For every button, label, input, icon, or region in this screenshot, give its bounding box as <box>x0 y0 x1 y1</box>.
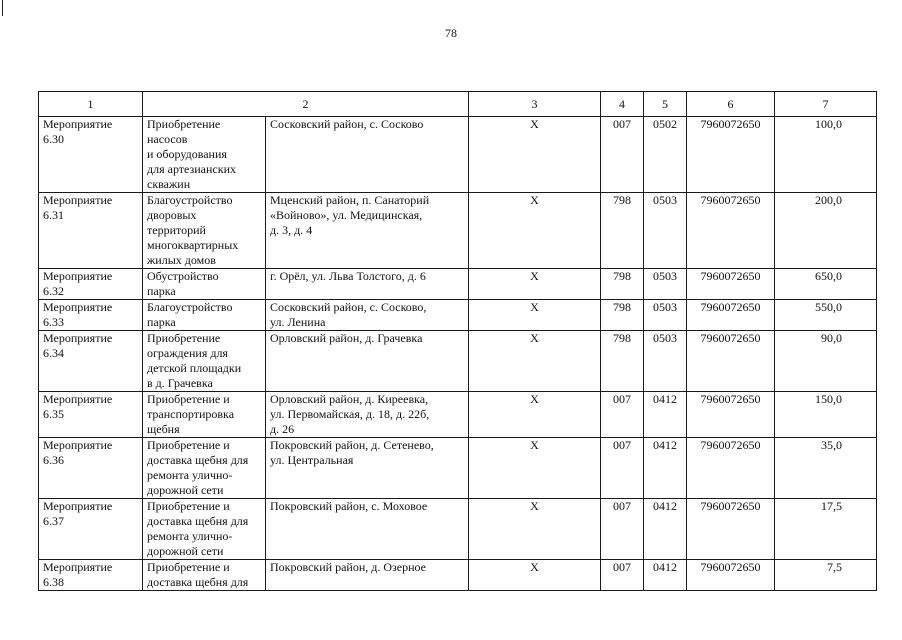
table-row <box>39 499 877 560</box>
location-cell <box>266 269 469 300</box>
location-cell-line: ул. Центральная <box>270 453 354 467</box>
col7-cell: 550,0 <box>775 300 877 331</box>
event-id-cell-line: 6.37 <box>43 514 64 528</box>
col3-cell: Х <box>469 560 601 591</box>
event-name-cell-line: дорожной сети <box>147 483 224 497</box>
event-id-cell-line: Мероприятие <box>43 331 113 345</box>
col7-cell: 100,0 <box>775 117 877 193</box>
event-id-cell-line: 6.33 <box>43 315 64 329</box>
location-cell-line: Покровский район, д. Озерное <box>270 560 426 574</box>
col4-cell: 798 <box>601 269 644 300</box>
location-cell-line: д. 3, д. 4 <box>270 223 313 237</box>
header-col-1: 1 <box>39 92 143 117</box>
event-name-cell-line: территорий <box>147 223 206 237</box>
col7-cell: 17,5 <box>775 499 877 560</box>
event-name-cell <box>143 117 266 193</box>
event-id-cell <box>39 438 143 499</box>
event-name-cell-line: транспортировка <box>147 407 235 421</box>
col6-cell: 7960072650 <box>687 392 775 438</box>
col7-cell: 200,0 <box>775 193 877 269</box>
col7-cell: 650,0 <box>775 269 877 300</box>
location-cell-line: ул. Ленина <box>270 315 326 329</box>
event-id-cell-line: 6.35 <box>43 407 64 421</box>
location-cell-line: д. 26 <box>270 422 295 436</box>
event-name-cell-line: многоквартирных <box>147 238 239 252</box>
event-id-cell-line: Мероприятие <box>43 193 113 207</box>
event-name-cell-line: дорожной сети <box>147 544 224 558</box>
col6-cell: 7960072650 <box>687 560 775 591</box>
event-name-cell-line: Благоустройство <box>147 300 233 314</box>
table-header-row <box>39 92 877 117</box>
event-name-cell-line: Приобретение и <box>147 560 230 574</box>
event-id-cell <box>39 499 143 560</box>
col3-cell: Х <box>469 331 601 392</box>
event-name-cell <box>143 300 266 331</box>
header-col-6: 6 <box>687 92 775 117</box>
event-name-cell <box>143 331 266 392</box>
location-cell-line: Покровский район, с. Моховое <box>270 499 428 513</box>
event-id-cell-line: Мероприятие <box>43 269 113 283</box>
col3-cell: Х <box>469 300 601 331</box>
col4-cell: 007 <box>601 438 644 499</box>
event-id-cell-line: 6.32 <box>43 284 64 298</box>
col6-cell: 7960072650 <box>687 499 775 560</box>
col3-cell: Х <box>469 499 601 560</box>
col4-cell: 007 <box>601 117 644 193</box>
col5-cell: 0412 <box>644 438 687 499</box>
event-id-cell-line: Мероприятие <box>43 117 113 131</box>
header-col-7: 7 <box>775 92 877 117</box>
location-cell <box>266 392 469 438</box>
event-name-cell <box>143 438 266 499</box>
col3-cell: Х <box>469 269 601 300</box>
col6-cell: 7960072650 <box>687 117 775 193</box>
table-row <box>39 117 877 193</box>
col5-cell: 0502 <box>644 117 687 193</box>
budget-events-table <box>38 91 877 591</box>
col4-cell: 798 <box>601 331 644 392</box>
event-id-cell-line: Мероприятие <box>43 392 113 406</box>
col6-cell: 7960072650 <box>687 300 775 331</box>
event-name-cell-line: парка <box>147 315 176 329</box>
col5-cell: 0412 <box>644 499 687 560</box>
location-cell-line: г. Орёл, ул. Льва Толстого, д. 6 <box>270 269 426 283</box>
header-col-3: 3 <box>469 92 601 117</box>
page-number: 78 <box>445 26 457 40</box>
header-col-5: 5 <box>644 92 687 117</box>
event-name-cell <box>143 269 266 300</box>
col7-cell: 35,0 <box>775 438 877 499</box>
event-name-cell-line: парка <box>147 284 176 298</box>
event-id-cell-line: 6.38 <box>43 575 64 589</box>
col5-cell: 0503 <box>644 300 687 331</box>
event-name-cell <box>143 499 266 560</box>
location-cell <box>266 331 469 392</box>
col6-cell: 7960072650 <box>687 193 775 269</box>
event-name-cell-line: дворовых <box>147 208 197 222</box>
col6-cell: 7960072650 <box>687 269 775 300</box>
location-cell-line: Сосковский район, с. Сосково, <box>270 300 427 314</box>
event-name-cell-line: Приобретение и <box>147 392 230 406</box>
location-cell <box>266 560 469 591</box>
event-id-cell-line: Мероприятие <box>43 300 113 314</box>
event-name-cell-line: и оборудования <box>147 147 227 161</box>
event-name-cell-line: в д. Грачевка <box>147 376 213 390</box>
col7-cell: 7,5 <box>775 560 877 591</box>
col5-cell: 0503 <box>644 331 687 392</box>
table-row <box>39 300 877 331</box>
col5-cell: 0503 <box>644 193 687 269</box>
col4-cell: 798 <box>601 193 644 269</box>
event-name-cell-line: для артезианских <box>147 162 236 176</box>
table-row <box>39 392 877 438</box>
col7-cell: 150,0 <box>775 392 877 438</box>
location-cell-line: Покровский район, д. Сетенево, <box>270 438 434 452</box>
scan-edge-mark <box>2 0 3 16</box>
location-cell <box>266 499 469 560</box>
event-name-cell-line: детской площадки <box>147 361 242 375</box>
location-cell-line: Орловский район, д. Грачевка <box>270 331 423 345</box>
col5-cell: 0412 <box>644 392 687 438</box>
event-id-cell <box>39 560 143 591</box>
header-col-2: 2 <box>143 92 469 117</box>
event-id-cell-line: Мероприятие <box>43 438 113 452</box>
location-cell <box>266 300 469 331</box>
event-name-cell-line: насосов <box>147 132 188 146</box>
event-name-cell-line: Благоустройство <box>147 193 233 207</box>
col6-cell: 7960072650 <box>687 438 775 499</box>
col3-cell: Х <box>469 392 601 438</box>
location-cell <box>266 193 469 269</box>
event-name-cell-line: Приобретение <box>147 117 221 131</box>
event-name-cell-line: щебня <box>147 422 180 436</box>
table-row <box>39 193 877 269</box>
event-id-cell <box>39 300 143 331</box>
col6-cell: 7960072650 <box>687 331 775 392</box>
location-cell-line: Орловский район, д. Киреевка, <box>270 392 429 406</box>
event-name-cell-line: жилых домов <box>147 253 216 267</box>
table-row <box>39 560 877 591</box>
location-cell-line: ул. Первомайская, д. 18, д. 22б, <box>270 407 430 421</box>
event-name-cell-line: доставка щебня для <box>147 575 249 589</box>
event-id-cell-line: Мероприятие <box>43 499 113 513</box>
location-cell-line: Мценский район, п. Санаторий <box>270 193 430 207</box>
col4-cell: 798 <box>601 300 644 331</box>
event-name-cell-line: доставка щебня для <box>147 453 249 467</box>
event-id-cell <box>39 269 143 300</box>
col4-cell: 007 <box>601 392 644 438</box>
table-row <box>39 331 877 392</box>
table-body <box>39 117 877 591</box>
event-id-cell-line: 6.36 <box>43 453 64 467</box>
event-id-cell-line: 6.34 <box>43 346 64 360</box>
event-id-cell <box>39 331 143 392</box>
event-name-cell-line: Приобретение <box>147 331 221 345</box>
event-name-cell-line: ограждения для <box>147 346 228 360</box>
col4-cell: 007 <box>601 499 644 560</box>
header-col-4: 4 <box>601 92 644 117</box>
event-name-cell-line: ремонта улично- <box>147 468 233 482</box>
event-name-cell-line: доставка щебня для <box>147 514 249 528</box>
event-id-cell-line: 6.31 <box>43 208 64 222</box>
event-name-cell <box>143 560 266 591</box>
location-cell <box>266 438 469 499</box>
event-name-cell-line: Приобретение и <box>147 499 230 513</box>
event-name-cell-line: Приобретение и <box>147 438 230 452</box>
event-id-cell <box>39 193 143 269</box>
event-id-cell-line: 6.30 <box>43 132 64 146</box>
table-row <box>39 438 877 499</box>
event-id-cell <box>39 392 143 438</box>
col5-cell: 0412 <box>644 560 687 591</box>
event-name-cell-line: ремонта улично- <box>147 529 233 543</box>
event-id-cell-line: Мероприятие <box>43 560 113 574</box>
col7-cell: 90,0 <box>775 331 877 392</box>
event-id-cell <box>39 117 143 193</box>
event-name-cell <box>143 392 266 438</box>
col3-cell: Х <box>469 117 601 193</box>
col4-cell: 007 <box>601 560 644 591</box>
event-name-cell <box>143 193 266 269</box>
event-name-cell-line: скважин <box>147 177 191 191</box>
col3-cell: Х <box>469 193 601 269</box>
col5-cell: 0503 <box>644 269 687 300</box>
location-cell <box>266 117 469 193</box>
location-cell-line: «Войново», ул. Медицинская, <box>270 208 423 222</box>
event-name-cell-line: Обустройство <box>147 269 219 283</box>
location-cell-line: Сосковский район, с. Сосково <box>270 117 424 131</box>
table-row <box>39 269 877 300</box>
col3-cell: Х <box>469 438 601 499</box>
